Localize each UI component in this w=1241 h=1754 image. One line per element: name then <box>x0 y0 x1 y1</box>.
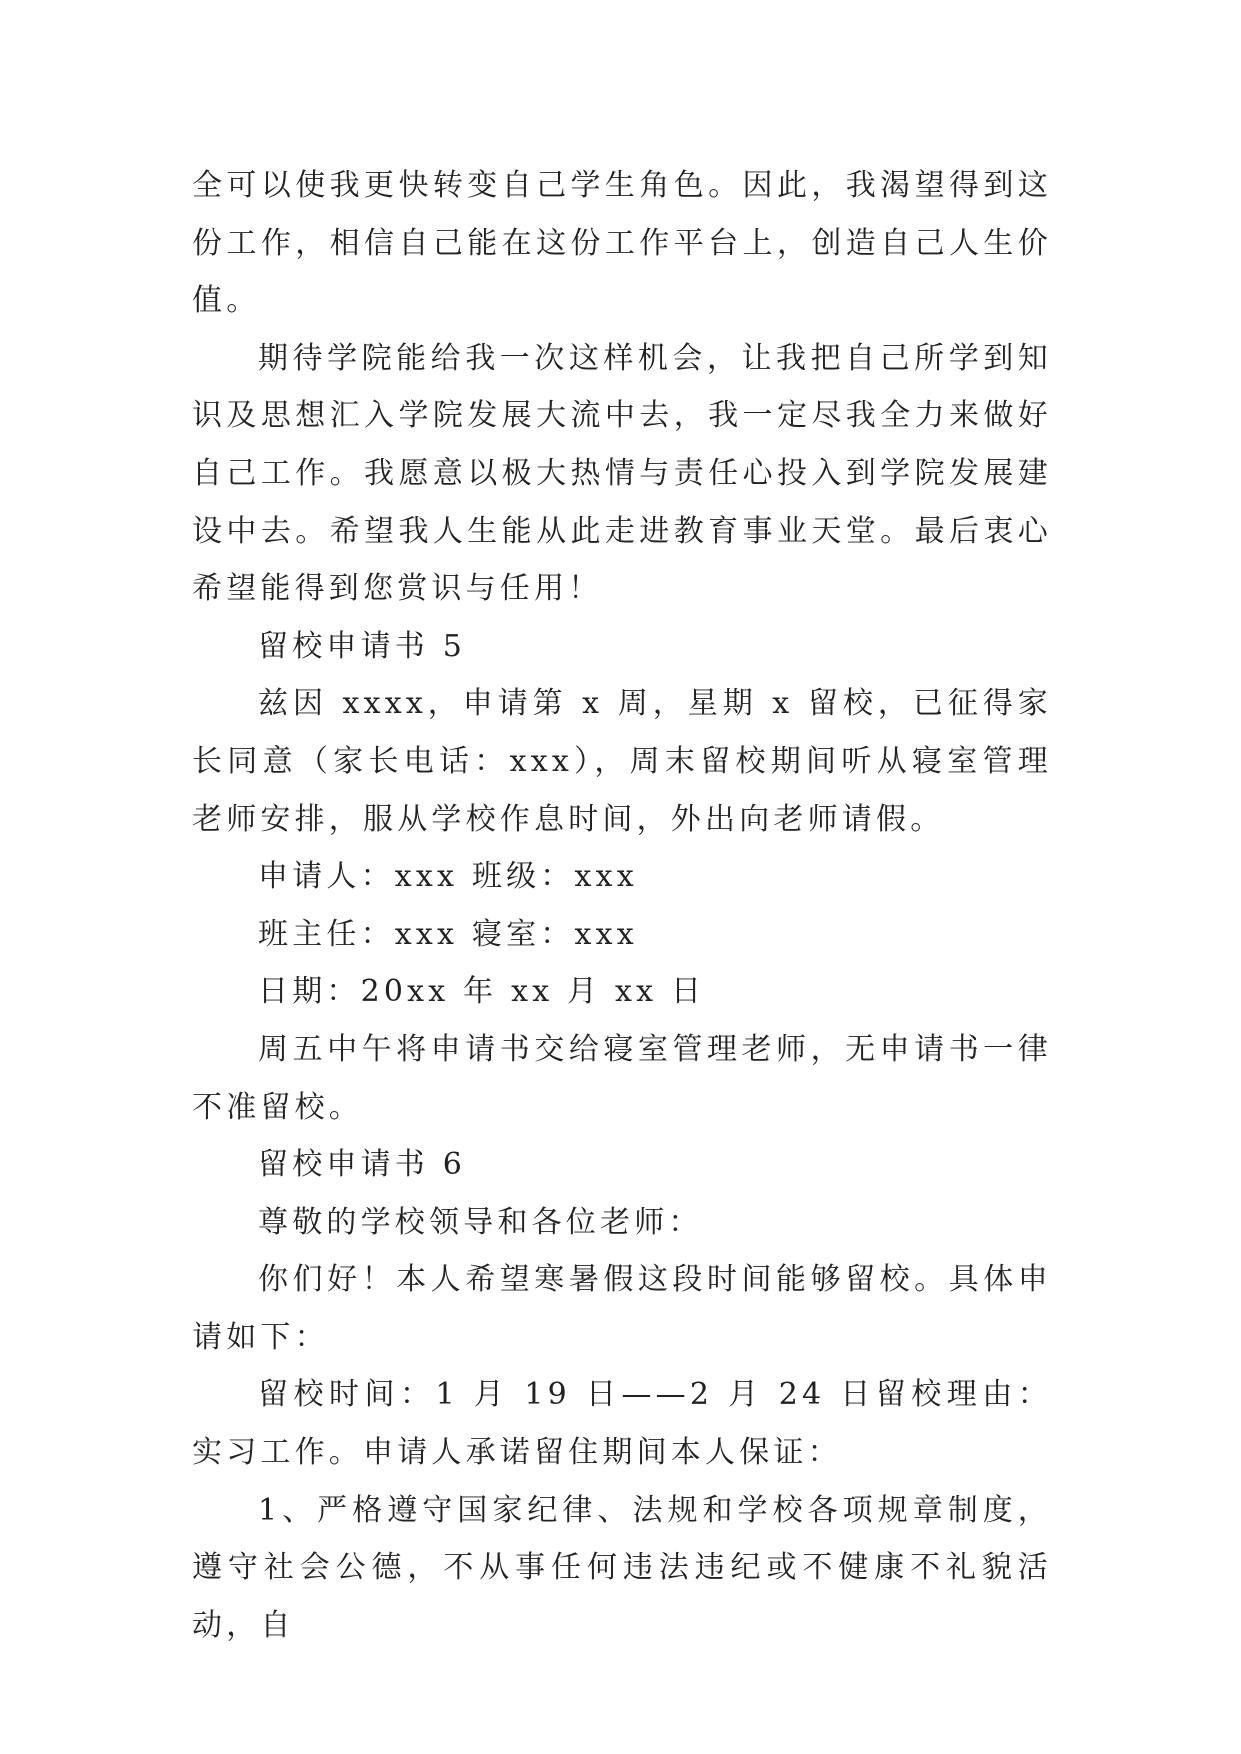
heading-application-5: 留校申请书 5 <box>258 628 467 664</box>
teacher-line: 班主任：xxx 寝室：xxx <box>258 916 638 952</box>
paragraph-stay-time: 留校时间：1 月 19 日——2 月 24 日留校理由：实习工作。申请人承诺留住期间本人保证： <box>192 1377 1052 1471</box>
paragraph-continuation: 全可以使我更快转变自己学生角色。因此，我渴望得到这份工作，相信自己能在这份工作平台上，创造自己人生价值。 <box>192 168 1052 319</box>
paragraph-hope: 期待学院能给我一次这样机会，让我把自己所学到知识及思想汇入学院发展大流中去，我一定尽我全力来做好自己工作。我愿意以极大热情与责任心投入到学院发展建设中去。希望我人生能从此走进教育事业天堂。最后衷心希望能得到您赏识与任用！ <box>192 340 1052 607</box>
date-line: 日期：20xx 年 xx 月 xx 日 <box>258 974 706 1010</box>
paragraph-application-5: 兹因 xxxx，申请第 x 周，星期 x 留校，已征得家长同意（家长电话：xxx），周末留校期间听从寝室管理老师安排，服从学校作息时间，外出向老师请假。 <box>192 686 1052 837</box>
paragraph-greeting: 你们好！本人希望寒暑假这段时间能够留校。具体申请如下： <box>192 1262 1052 1355</box>
salutation: 尊敬的学校领导和各位老师： <box>258 1204 703 1240</box>
heading-application-6: 留校申请书 6 <box>258 1147 467 1183</box>
applicant-line: 申请人：xxx 班级：xxx <box>258 859 638 895</box>
paragraph-pledge-1: 1、严格遵守国家纪律、法规和学校各项规章制度，遵守社会公德，不从事任何违法违纪或不健康不礼貌活动，自 <box>192 1492 1052 1643</box>
document-body <box>192 157 1052 1654</box>
paragraph-submission-note: 周五中午将申请书交给寝室管理老师，无申请书一律不准留校。 <box>192 1031 1052 1125</box>
